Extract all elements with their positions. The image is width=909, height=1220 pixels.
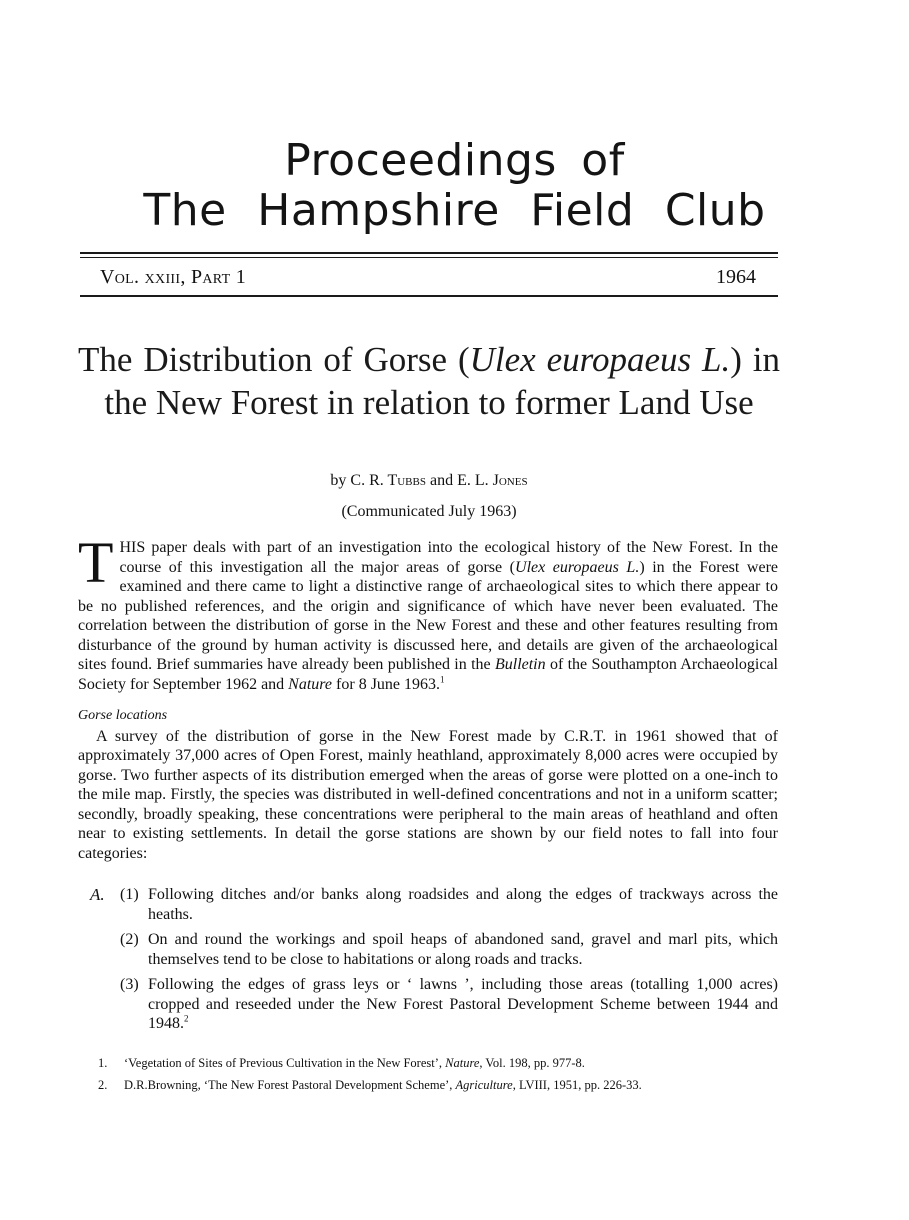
footnote-italic: Agriculture <box>455 1078 513 1092</box>
category-number: (1) <box>120 886 139 903</box>
article-title-species: Ulex europaeus L. <box>469 340 731 379</box>
byline <box>0 472 858 490</box>
survey-paragraph: A survey of the distribution of gorse in the New Forest made by C.R.T. in 1961 showed that of approximately 37,000 acres of Open Forest, mainly heathland, approximately 8,000 acres were occupied by gorse. Two further aspects of its distribution emerged when the areas of gorse were plotted on a one-inch to the mile map. Firstly, the species was distributed in well-defined concentrations and not in a uniform scatter; secondly, broadly speaking, these concentrations were peripheral to the main areas of heathland and often near to existing settlements. In detail the gorse stations are shown by our field notes to fall into four categories: <box>78 727 778 862</box>
footnote-number: 1. <box>98 1056 108 1070</box>
category-text: Following ditches and/or banks along roadsides and along the edges of trackways across the heaths. <box>148 886 778 923</box>
intro-bulletin: Bulletin <box>494 656 546 673</box>
volume-number: xxiii, <box>144 266 186 288</box>
category-letter: A. <box>90 885 105 904</box>
journal-title-line2: The Hampshire Field Club <box>143 185 766 236</box>
footnotes <box>98 1052 788 1096</box>
category-item <box>78 885 778 924</box>
intro-nature: Nature <box>288 675 333 693</box>
category-text: Following the edges of grass leys or ‘ lawns ’, including those areas (totalling 1,000 acres) cropped and reseeded under the New Forest Pastoral Development Scheme between 1944 and 1948. <box>148 976 778 1032</box>
category-number: (3) <box>120 976 139 993</box>
author-1: C. R. Tubbs <box>350 472 426 489</box>
footnote-text-a: ‘Vegetation of Sites of Previous Cultivation in the New Forest’, <box>124 1056 446 1070</box>
footnote-text-b: , LVIII, 1951, pp. 226-33. <box>512 1078 642 1092</box>
header-rule-bottom <box>80 295 778 297</box>
intro-text-a: HIS paper deals with part of an investigation into the ecological history of the New Forest. In the course of this investigation all the major areas of gorse ( <box>119 539 778 576</box>
drop-cap: T <box>78 530 114 595</box>
category-item <box>78 975 778 1034</box>
article-body <box>78 530 779 863</box>
communicated-date: (Communicated July 1963) <box>341 503 517 520</box>
footnote-ref-1: 1 <box>440 674 445 685</box>
section-heading: Gorse locations <box>78 708 168 723</box>
category-number: (2) <box>120 931 139 948</box>
intro-text-c: of the Southampton Archaeological Society for September 1962 and <box>78 656 778 693</box>
part-number: 1 <box>235 266 247 288</box>
part-label: Part <box>190 266 231 288</box>
journal-title <box>0 136 909 236</box>
footnote-ref-2: 2 <box>184 1013 189 1024</box>
header-rule-top-thin <box>80 257 778 258</box>
category-text: On and round the workings and spoil heaps of abandoned sand, gravel and marl pits, which themselves tend to be close to habitations or along roads and tracks. <box>148 931 778 968</box>
footnote-text-a: D.R.Browning, ‘The New Forest Pastoral Development Scheme’, <box>124 1078 456 1092</box>
header-rule-top <box>80 252 778 254</box>
footnote <box>98 1052 788 1074</box>
byline-prefix: by <box>330 472 347 489</box>
intro-paragraph <box>78 530 779 694</box>
footnote-number: 2. <box>98 1078 108 1092</box>
category-item <box>78 930 778 969</box>
volume-info <box>100 266 246 289</box>
footnote-text-b: , Vol. 198, pp. 977-8. <box>479 1056 585 1070</box>
intro-text-b: ) in the Forest were examined and there came to light a distinctive range of archaeological sites to which there appear to be no published references, and the origin and significance of which have never been evaluated. The correlation between the distribution of gorse in the New Forest and these and other features resulting from disturbance of the ground by human activity is discussed here, and details are given of the archaeological sites found. Brief summaries have already been published in the <box>78 558 779 673</box>
journal-title-line1: Proceedings of <box>284 135 625 186</box>
category-list <box>78 885 778 1040</box>
volume-prefix: Vol. <box>100 266 140 288</box>
intro-text-d: for 8 June 1963. <box>332 675 441 693</box>
intro-species: Ulex europaeus L. <box>515 558 640 576</box>
byline-and: and <box>429 472 454 489</box>
issue-year: 1964 <box>716 266 756 288</box>
article-title <box>78 338 780 424</box>
footnote <box>98 1074 788 1096</box>
article-title-part2: ) in the New Forest in relation to former Land Use <box>104 340 781 422</box>
footnote-italic: Nature <box>445 1056 480 1070</box>
article-title-part1: The Distribution of Gorse ( <box>78 340 470 379</box>
author-2: E. L. Jones <box>457 472 528 489</box>
